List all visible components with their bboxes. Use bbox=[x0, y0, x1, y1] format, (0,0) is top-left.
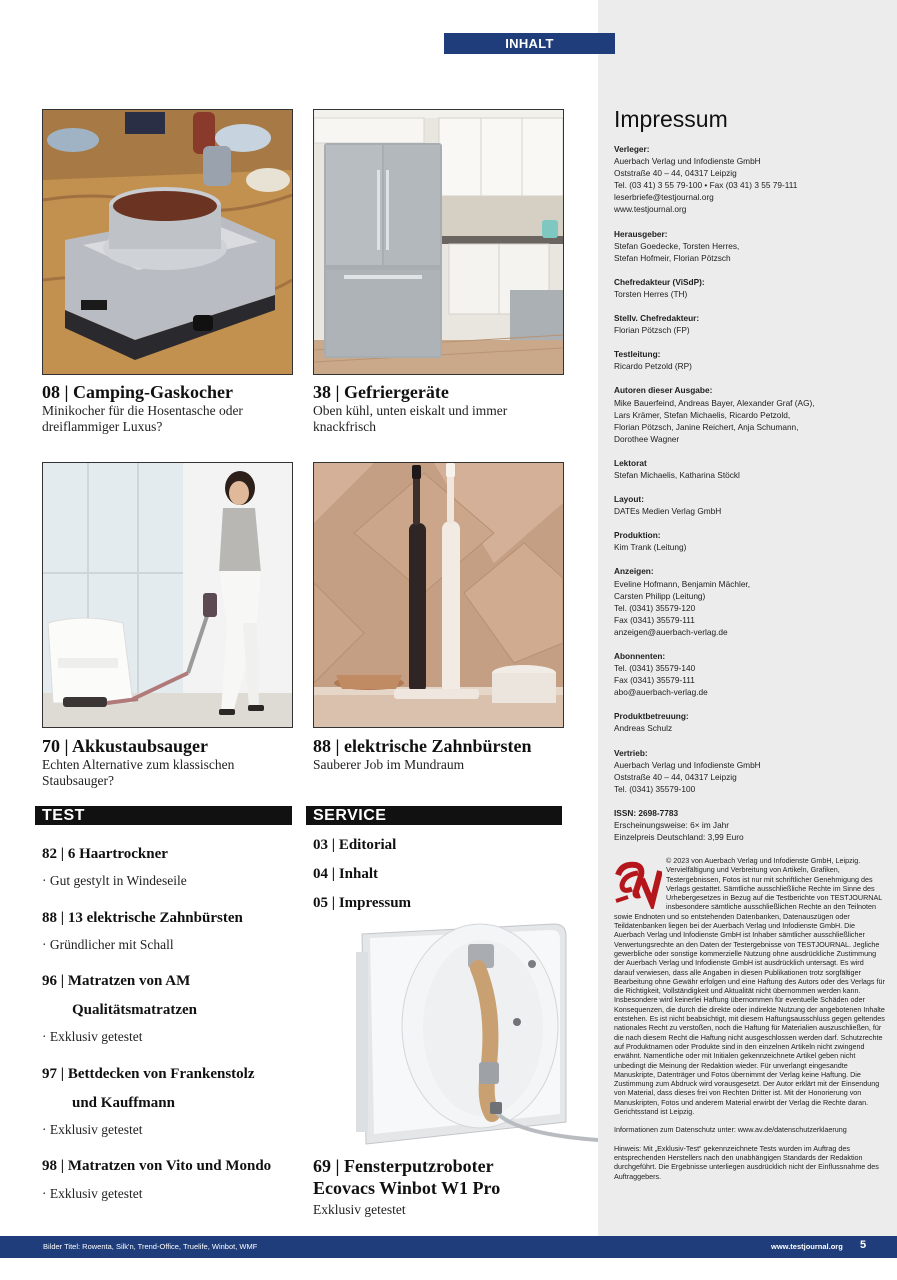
impressum-section-heading: Stellv. Chefredakteur: bbox=[614, 313, 700, 324]
impressum-line: Stefan Michaelis, Katharina Stöckl bbox=[614, 469, 740, 480]
impressum-line: Oststraße 40 – 44, 04317 Leipzig bbox=[614, 771, 737, 782]
impressum-line: Dorothee Wagner bbox=[614, 433, 680, 444]
impressum-line: Tel. (0341) 35579-140 bbox=[614, 663, 696, 674]
website-url: www.testjournal.org bbox=[771, 1242, 843, 1251]
window-robot-photo bbox=[356, 922, 598, 1150]
impressum-section bbox=[614, 650, 886, 698]
camping-stove-photo bbox=[42, 109, 293, 375]
feature-title-fridge: 38 | Gefriergeräte bbox=[313, 382, 449, 402]
impressum-line: Andreas Schulz bbox=[614, 723, 673, 734]
test-item-title: 82 | 6 Haartrockner bbox=[42, 846, 168, 862]
impressum-line: leserbriefe@testjournal.org bbox=[614, 192, 714, 203]
feature-title-vacuum: 70 | Akkustaubsauger bbox=[42, 736, 209, 756]
impressum-line: Tel. (0341) 35579-120 bbox=[614, 602, 696, 613]
impressum-line: DATEs Medien Verlag GmbH bbox=[614, 506, 722, 517]
impressum-section bbox=[614, 348, 886, 372]
impressum-section-heading: Vertrieb: bbox=[614, 747, 648, 758]
impressum-section-heading: Herausgeber: bbox=[614, 228, 668, 239]
impressum-line: Mike Bauerfeind, Andreas Bayer, Alexander Graf (AG), bbox=[614, 397, 815, 408]
fridge-kitchen-photo bbox=[313, 109, 564, 375]
feature-subtitle-vacuum: Echten Alternative zum klassischen Staubsauger? bbox=[42, 757, 235, 788]
test-section-header: TEST bbox=[35, 806, 292, 825]
impressum-section-heading: Autoren dieser Ausgabe: bbox=[614, 385, 713, 396]
impressum-section-heading: Layout: bbox=[614, 494, 644, 505]
page-footer bbox=[0, 1236, 897, 1258]
test-item-title-continued: Qualitätsmatratzen bbox=[72, 1002, 197, 1018]
impressum-line: Fax (0341) 35579-111 bbox=[614, 675, 695, 686]
impressum-section bbox=[614, 143, 886, 216]
exklusiv-test-note: Hinweis: Mit „Exklusiv-Test“ gekennzeichnete Tests wurden im Auftrag des entsprechenden Herstellers nach den unabhängigen Standards der Redaktion durchgeführt. Die Ergebnisse unterliegen ausdrücklich nicht der Einflussnahme des Auftraggebers. bbox=[614, 1143, 879, 1181]
impressum-line: Stefan Goedecke, Torsten Herres, bbox=[614, 240, 740, 251]
impressum-section bbox=[614, 312, 886, 336]
impressum-line: Oststraße 40 – 44, 04317 Leipzig bbox=[614, 168, 737, 179]
impressum-line: Fax (0341) 35579-111 bbox=[614, 614, 695, 625]
toothbrushes-photo bbox=[313, 462, 564, 728]
feature-title-toothbrush: 88 | elektrische Zahnbürsten bbox=[313, 736, 532, 756]
copyright-text: © 2023 von Auerbach Verlag und Infodienste GmbH, Leipzig. Vervielfältigung und Verbreitung von Artikeln, Grafiken, Testergebnissen, Fotos ist nur mit schriftlicher Genehmigung des Verlags gestattet. Sämtliche ausschließliche Rechte im Sinne des Urhebergesetzes in Bezug auf die Testberichte von TESTJOURNAL insbesondere sämtliche ausschließlichen Rechte an den Teilnoten sowie Endnoten und so entstehenden Datenbanken, Datenauszügen oder Teildatenbanken liegen bei der Auerbach Verlag und Infodienste GmbH. Die Auerbach Verlag und Infodienste GmbH ist Inhaber sämtlicher ausschließlicher Verwertungsrechte an den Daten der Testergebnisse von TESTJOURNAL. Jegliche gewerbliche oder sonstige kommerzielle Nutzung ohne ausdrückliche Zustimmung der Auerbach Verlag und Infodienste GmbH ist ausdrücklich untersagt. Es wird darauf verwiesen, dass alle Angaben in diesen Publikationen trotz sorgfältiger Bearbeitung ohne Gewähr erfolgen und eine Haftung des Autors oder des Verlags für die Richtigkeit, Vollständigkeit und Aktualität nicht übernommen werden kann. Insbesondere wird keinerlei Haftung übernommen für eventuelle Schäden oder Konsequenzen, die durch die direkte oder indirekte Nutzung der angebotenen Inhalte entstehen. Es ist nicht beabsichtigt, mit diesem Haftungsausschluss gegen geltendes nationales Recht zu verstoßen, noch die Haftung für Materialien auszuschließen, für die nach diesem Recht die Haftung nicht ausgeschlossen werden darf. Schutzrechte auf Produktnamen oder Produkte sind in den einzelnen Artikeln nicht zwingend erwähnt. Namentliche oder mit Initialen gekennzeichnete Artikel geben nicht unbedingt die Meinung der Redaktion wieder. Für unverlangt eingesandte Manuskripte, Datenträger und Fotos übernimmt der Verlag keine Haftung. Die Zustimmung zum Abdruck wird vorausgesetzt. Der Autor erklärt mit der Einsendung von Material, dass dieses frei von Rechten Dritter ist. Mit der Honorierung von Manuskripten, Fotos und anderem Material erwirbt der Verlag die Rechte daran. Gerichtsstand ist Leipzig. bbox=[614, 856, 885, 1117]
test-item-title: 96 | Matratzen von AM bbox=[42, 973, 191, 989]
privacy-note: Informationen zum Datenschutz unter: www.av.de/datenschutzerklaerung bbox=[614, 1125, 847, 1135]
impressum-line: Florian Pötzsch, Janine Reichert, Anja Schumann, bbox=[614, 421, 799, 432]
impressum-section bbox=[614, 384, 886, 444]
feature-subtitle-toothbrush: Sauberer Job im Mundraum bbox=[313, 757, 465, 772]
service-section-header: SERVICE bbox=[306, 806, 562, 825]
feature-title-camping: 08 | Camping-Gaskocher bbox=[42, 382, 233, 402]
impressum-line: Stefan Hofmeir, Florian Pötzsch bbox=[614, 252, 731, 263]
impressum-line: Kim Trank (Leitung) bbox=[614, 542, 687, 553]
test-item-title: 88 | 13 elektrische Zahnbürsten bbox=[42, 910, 243, 926]
impressum-line: Lars Krämer, Stefan Michaelis, Ricardo Petzold, bbox=[614, 409, 791, 420]
test-item-subtitle: · Exklusiv getestet bbox=[42, 1122, 143, 1137]
test-item-subtitle: · Exklusiv getestet bbox=[42, 1186, 143, 1201]
impressum-section-heading: Testleitung: bbox=[614, 349, 661, 360]
impressum-line: Erscheinungsweise: 6× im Jahr bbox=[614, 820, 730, 831]
test-item-title-continued: und Kauffmann bbox=[72, 1095, 175, 1111]
impressum-line: Auerbach Verlag und Infodienste GmbH bbox=[614, 759, 761, 770]
service-item-inhalt: 04 | Inhalt bbox=[313, 866, 378, 882]
service-item-editorial: 03 | Editorial bbox=[313, 837, 397, 853]
impressum-section-heading: Chefredakteur (ViSdP): bbox=[614, 276, 705, 287]
service-highlight-title: 69 | Fensterputzroboter bbox=[313, 1156, 494, 1176]
impressum-section-heading: Anzeigen: bbox=[614, 566, 654, 577]
impressum-line: Eveline Hofmann, Benjamin Mächler, bbox=[614, 578, 751, 589]
feature-subtitle-fridge: Oben kühl, unten eiskalt und immer knackfrisch bbox=[313, 403, 508, 434]
vacuum-woman-photo bbox=[42, 462, 293, 728]
copyright-block bbox=[614, 856, 886, 1181]
impressum-section bbox=[614, 807, 886, 843]
test-item-subtitle: · Gründlicher mit Schall bbox=[42, 937, 174, 952]
impressum-line: Ricardo Petzold (RP) bbox=[614, 361, 692, 372]
impressum-line: abo@auerbach-verlag.de bbox=[614, 687, 708, 698]
impressum-section-heading: ISSN: 2698-7783 bbox=[614, 807, 679, 818]
impressum-section bbox=[614, 529, 886, 553]
impressum-line: Torsten Herres (TH) bbox=[614, 288, 688, 299]
photo-credits: Bilder Titel: Rowenta, Silk'n, Trend-Office, Truelife, Winbot, WMF bbox=[43, 1242, 258, 1251]
service-highlight-title-continued: Ecovacs Winbot W1 Pro bbox=[313, 1178, 501, 1198]
impressum-line: Tel. (0341) 35579-100 bbox=[614, 783, 696, 794]
service-highlight-subtitle: Exklusiv getestet bbox=[313, 1202, 406, 1217]
impressum-section-heading: Verleger: bbox=[614, 144, 650, 154]
test-item-subtitle: · Exklusiv getestet bbox=[42, 1029, 143, 1044]
auerbach-logo-icon bbox=[614, 857, 662, 909]
impressum-line: Tel. (03 41) 3 55 79-100 • Fax (03 41) 3 55 79-111 bbox=[614, 180, 798, 191]
test-item-title: 97 | Bettdecken von Frankenstolz bbox=[42, 1066, 255, 1082]
feature-subtitle-camping: Minikocher für die Hosentasche oder dreiflammiger Luxus? bbox=[42, 403, 243, 434]
impressum-section-heading: Abonnenten: bbox=[614, 651, 666, 661]
impressum-section-heading: Produktion: bbox=[614, 530, 661, 541]
service-item-impressum: 05 | Impressum bbox=[313, 895, 412, 911]
impressum-line: Florian Pötzsch (FP) bbox=[614, 325, 690, 336]
test-item-subtitle: · Gut gestylt in Windeseile bbox=[42, 873, 187, 888]
impressum-section bbox=[614, 493, 886, 517]
impressum-line: Auerbach Verlag und Infodienste GmbH bbox=[614, 156, 761, 167]
impressum-list bbox=[614, 143, 886, 855]
impressum-section bbox=[614, 228, 886, 264]
page-number: 5 bbox=[860, 1239, 867, 1251]
impressum-title: Impressum bbox=[614, 106, 728, 132]
impressum-section-heading: Produktbetreuung: bbox=[614, 711, 689, 722]
impressum-line: Carsten Philipp (Leitung) bbox=[614, 590, 706, 601]
section-tab-inhalt: INHALT bbox=[444, 33, 615, 54]
impressum-line: Einzelpreis Deutschland: 3,99 Euro bbox=[614, 832, 744, 843]
test-item-title: 98 | Matratzen von Vito und Mondo bbox=[42, 1158, 272, 1174]
impressum-section bbox=[614, 710, 886, 734]
impressum-section bbox=[614, 747, 886, 795]
impressum-line: anzeigen@auerbach-verlag.de bbox=[614, 626, 728, 637]
impressum-line: www.testjournal.org bbox=[614, 204, 687, 215]
impressum-section bbox=[614, 565, 886, 638]
impressum-section-heading: Lektorat bbox=[614, 457, 647, 468]
impressum-section bbox=[614, 276, 886, 300]
impressum-section bbox=[614, 457, 886, 481]
